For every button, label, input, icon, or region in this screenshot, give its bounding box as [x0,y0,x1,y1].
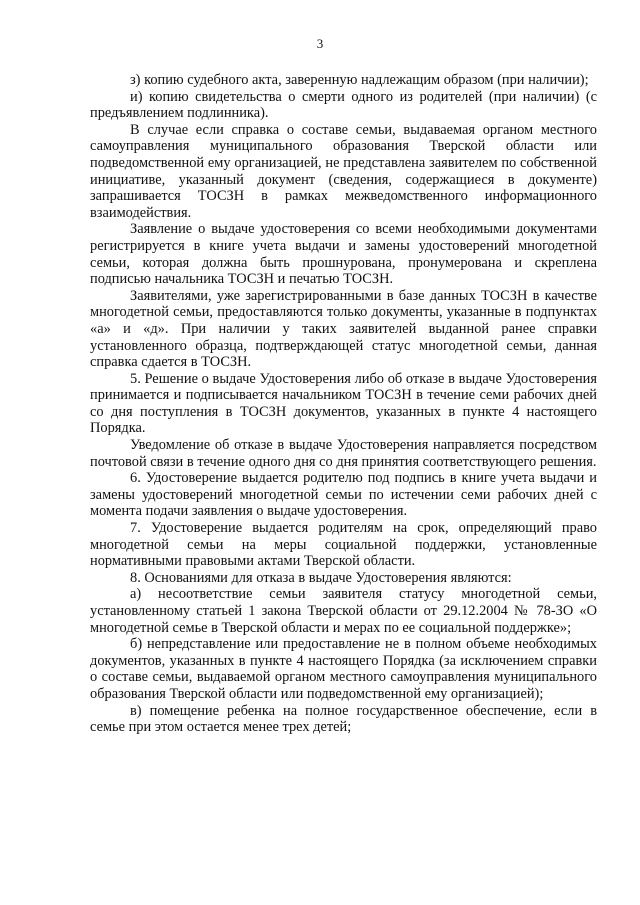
paragraph-family-certificate: В случае если справка о составе семьи, выдаваемая органом местного самоуправления муниципального образования Тверской области или подведомственной ему организацией, не представлена заявителем по собственной инициативе, указанный документ (сведения, содержащиеся в документе) запрашивается ТОСЗН в рамках межведомственного информационного взаимодействия. [90,121,597,221]
body-text [90,72,597,736]
paragraph-reason-b: б) непредставление или предоставление не в полном объеме необходимых документов, указанных в пункте 4 настоящего Порядка (за исключением справки о составе семьи, выдаваемой органом местного самоуправления муниципального образования Тверской области или подведомственной ему организацией); [90,636,597,702]
paragraph-item-z: з) копию судебного акта, заверенную надлежащим образом (при наличии); [130,72,589,88]
paragraph-clause-6: 6. Удостоверение выдается родителю под подпись в книге учета выдачи и замены удостоверений многодетной семьи по истечении семи рабочих дней с момента подачи заявления о выдаче удостоверения. [90,470,597,520]
paragraph-item-i: и) копию свидетельства о смерти одного из родителей (при наличии) (с предъявлением подлинника). [90,88,597,122]
paragraph-refusal-notice: Уведомление об отказе в выдаче Удостоверения направляется посредством почтовой связи в течение одного дня со дня принятия соответствующего решения. [90,437,597,470]
paragraph-registered-applicants: Заявителями, уже зарегистрированными в базе данных ТОСЗН в качестве многодетной семьи, предоставляются только документы, указанные в подпунктах «а» и «д». При наличии у таких заявителей выданной ранее справки установленного образца, подтверждающей статус многодетной семьи, данная справка сдается в ТОСЗН. [90,287,597,371]
paragraph-clause-5: 5. Решение о выдаче Удостоверения либо об отказе в выдаче Удостоверения принимается и подписывается начальником ТОСЗН в течение семи рабочих дней со дня поступления в ТОСЗН документов, указанных в пункте 4 настоящего Порядка. [90,370,597,437]
paragraph-clause-8: 8. Основаниями для отказа в выдаче Удостоверения являются: [130,569,512,586]
paragraph-clause-7: 7. Удостоверение выдается родителям на срок, определяющий право многодетной семьи на меры социальной поддержки, установленные нормативными правовыми актами Тверской области. [90,520,597,570]
paragraph-reason-a: а) несоответствие семьи заявителя статусу многодетной семьи, установленному статьей 1 закона Тверской области от 29.12.2004 № 78-ЗО «О многодетной семье в Тверской области и мерах по ее социальной поддержке»; [90,586,597,636]
page-number: 3 [316,36,324,51]
paragraph-application-registration: Заявление о выдаче удостоверения со всеми необходимыми документами регистрируется в книге учета выдачи и замены удостоверений многодетной семьи, которая должна быть прошнурована, пронумерована и скреплена подписью начальника ТОСЗН и печатью ТОСЗН. [90,221,597,288]
paragraph-reason-v: в) помещение ребенка на полное государственное обеспечение, если в семье при этом остается менее трех детей; [90,702,597,736]
